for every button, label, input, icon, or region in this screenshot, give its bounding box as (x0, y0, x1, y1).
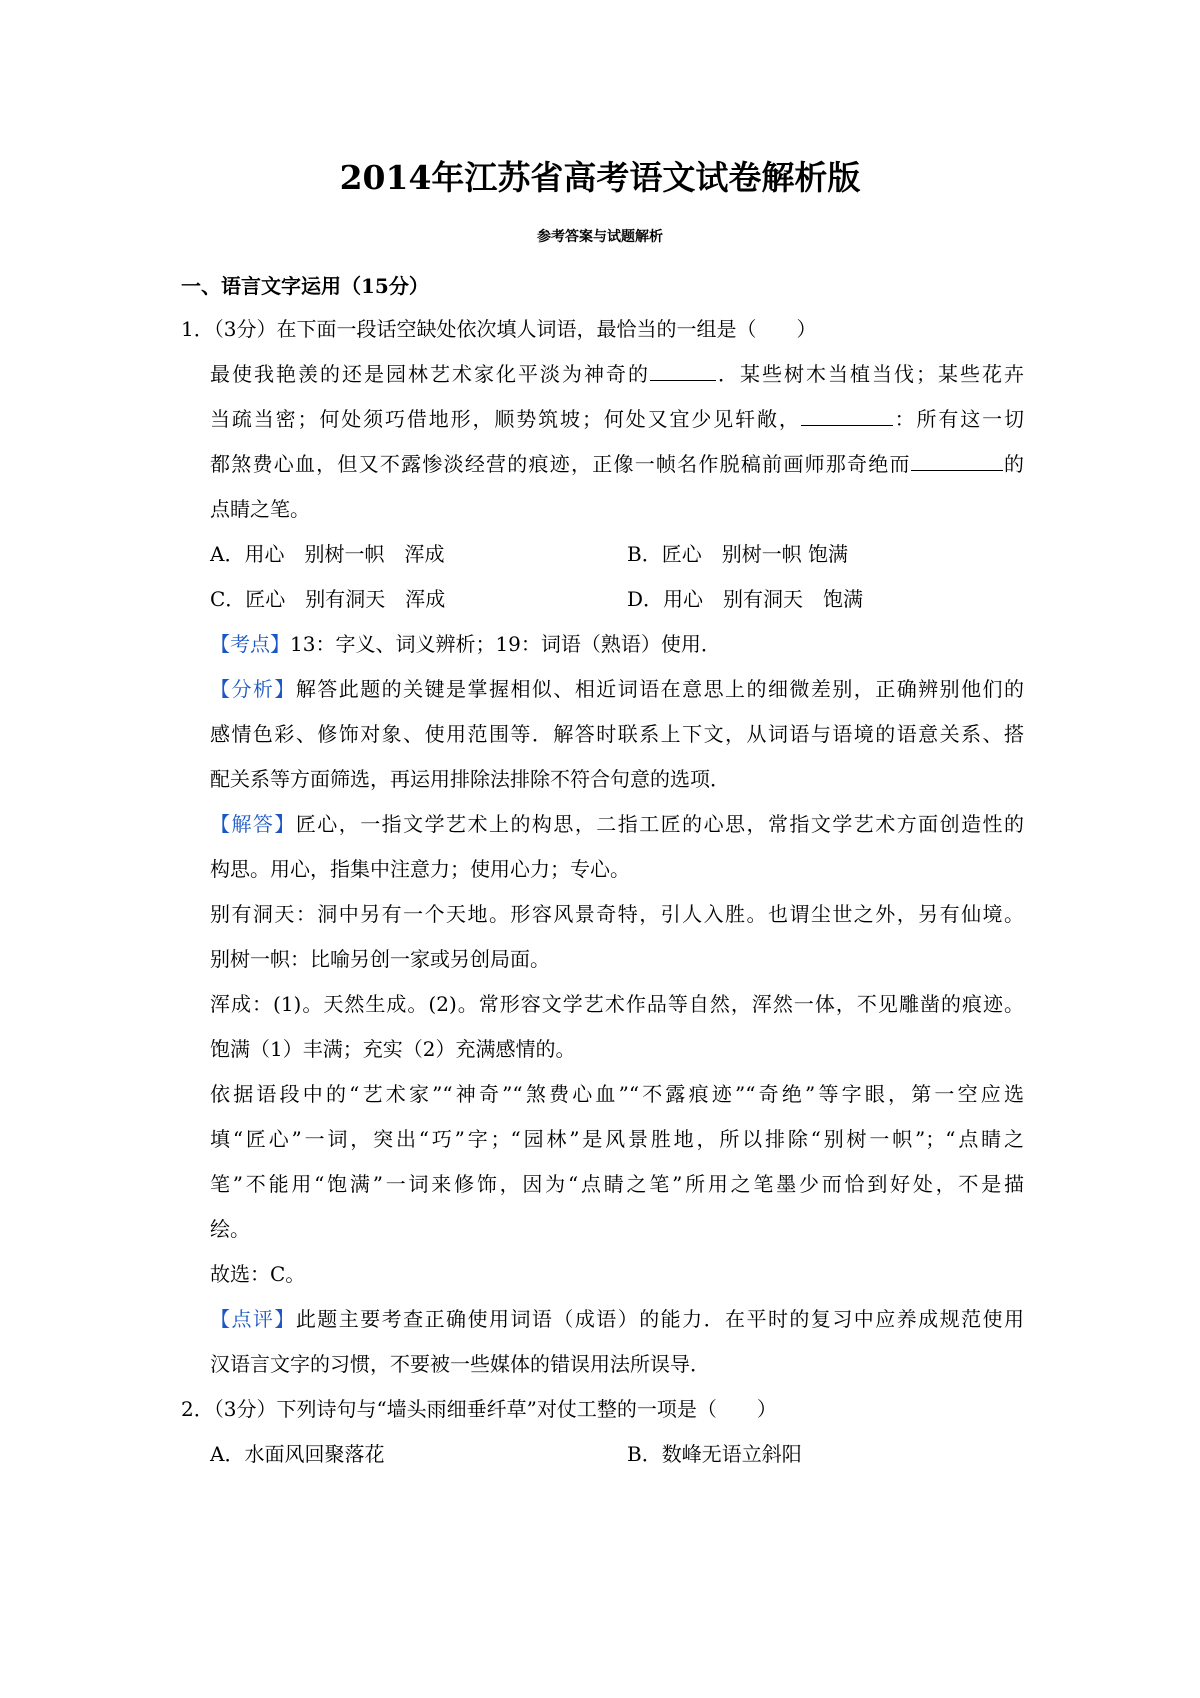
q1-passage-text: 最使我艳羡的还是园林艺术家化平淡为神奇的 (210, 362, 650, 386)
q1-passage-line-1 (210, 360, 1024, 388)
question-1-stem: 1．（3分）在下面一段话空缺处依次填人词语，最恰当的一组是（ ） (181, 317, 817, 341)
page-subtitle: 参考答案与试题解析 (537, 229, 663, 245)
q1-answer-choice: 故选：C。 (210, 1262, 306, 1286)
kaodian-text: 13：字义、词义辨析；19：词语（熟语）使用． (290, 632, 721, 656)
q1-option-a: A．用心 别树一帜 浑成 (210, 542, 445, 566)
q1-option-c: C．匠心 别有洞天 浑成 (210, 587, 446, 611)
kaodian-tag: 【考点】 (210, 632, 290, 656)
jieda-text: 匠心，一指文学艺术上的构思，二指工匠的心思，常指文学艺术方面创造性的 (295, 812, 1025, 836)
q1-passage-text: 当疏当密；何处须巧借地形，顺势筑坡；何处又宜少见轩敞， (210, 407, 801, 431)
fenxi-tag: 【分析】 (210, 677, 296, 701)
question-2-stem: 2．（3分）下列诗句与“墙头雨细垂纤草”对仗工整的一项是（ ） (181, 1397, 777, 1421)
q1-jieda-line-10: 绘。 (210, 1217, 250, 1241)
q1-passage-text: ．某些树木当植当伐；某些花卉 (716, 362, 1024, 386)
q1-kaodian (210, 630, 721, 658)
q1-dianping-line-2: 汉语言文字的习惯，不要被一些媒体的错误用法所误导． (210, 1352, 710, 1376)
q1-fenxi-line-2: 感情色彩、修饰对象、使用范围等．解答时联系上下文，从词语与语境的语意关系、搭 (210, 722, 1024, 746)
q1-passage-text: 都煞费心血，但又不露惨淡经营的痕迹，正像一帧名作脱稿前画师那奇绝而 (210, 452, 911, 476)
q1-jieda-line-5: 浑成：(1)。天然生成。(2)。常形容文学艺术作品等自然，浑然一体，不见雕凿的痕迹。 (210, 992, 1024, 1016)
q1-passage-text: 的 (1002, 452, 1025, 476)
answer-blank-3 (911, 469, 1003, 471)
q2-option-a: A．水面风回聚落花 (210, 1442, 385, 1466)
answer-blank-2 (801, 424, 893, 426)
q1-passage-line-2 (210, 405, 1024, 433)
q1-option-d: D．用心 别有洞天 饱满 (627, 587, 864, 611)
q1-jieda-line-2: 构思。用心，指集中注意力；使用心力；专心。 (210, 857, 630, 881)
q1-jieda-line-6: 饱满（1）丰满；充实（2）充满感情的。 (210, 1037, 576, 1061)
q1-fenxi-line-3: 配关系等方面筛选，再运用排除法排除不符合句意的选项． (210, 767, 730, 791)
dianping-tag: 【点评】 (210, 1307, 296, 1331)
q1-jieda-line-9: 笔”不能用“饱满”一词来修饰，因为“点睛之笔”所用之笔墨少而恰到好处，不是描 (210, 1172, 1024, 1196)
q1-jieda-line-1 (210, 810, 1024, 838)
q1-jieda-line-4: 别树一帜：比喻另创一家或另创局面。 (210, 947, 550, 971)
q2-option-b: B．数峰无语立斜阳 (627, 1442, 802, 1466)
q1-jieda-line-8: 填“匠心”一词，突出“巧”字；“园林”是风景胜地，所以排除“别树一帜”；“点睛之 (210, 1127, 1024, 1151)
q1-dianping-line-1 (210, 1305, 1024, 1333)
page-title: 2014年江苏省高考语文试卷解析版 (339, 158, 861, 197)
q1-passage-line-3 (210, 450, 1024, 478)
dianping-text: 此题主要考查正确使用词语（成语）的能力．在平时的复习中应养成规范使用 (295, 1307, 1025, 1331)
q1-option-b: B．匠心 别树一帜 饱满 (627, 542, 849, 566)
q1-passage-line-4: 点睛之笔。 (210, 497, 310, 521)
q1-fenxi-line-1 (210, 675, 1024, 703)
jieda-tag: 【解答】 (210, 812, 296, 836)
section-heading: 一、语言文字运用（15分） (181, 274, 429, 298)
q1-jieda-line-3: 别有洞天：洞中另有一个天地。形容风景奇特，引人入胜。也谓尘世之外，另有仙境。 (210, 902, 1024, 926)
q1-passage-text: ：所有这一切 (892, 407, 1025, 431)
answer-blank-1 (650, 379, 716, 381)
q1-jieda-line-7: 依据语段中的“艺术家”“神奇”“煞费心血”“不露痕迹”“奇绝”等字眼，第一空应选 (210, 1082, 1024, 1106)
fenxi-text: 解答此题的关键是掌握相似、相近词语在意思上的细微差别，正确辨别他们的 (295, 677, 1025, 701)
